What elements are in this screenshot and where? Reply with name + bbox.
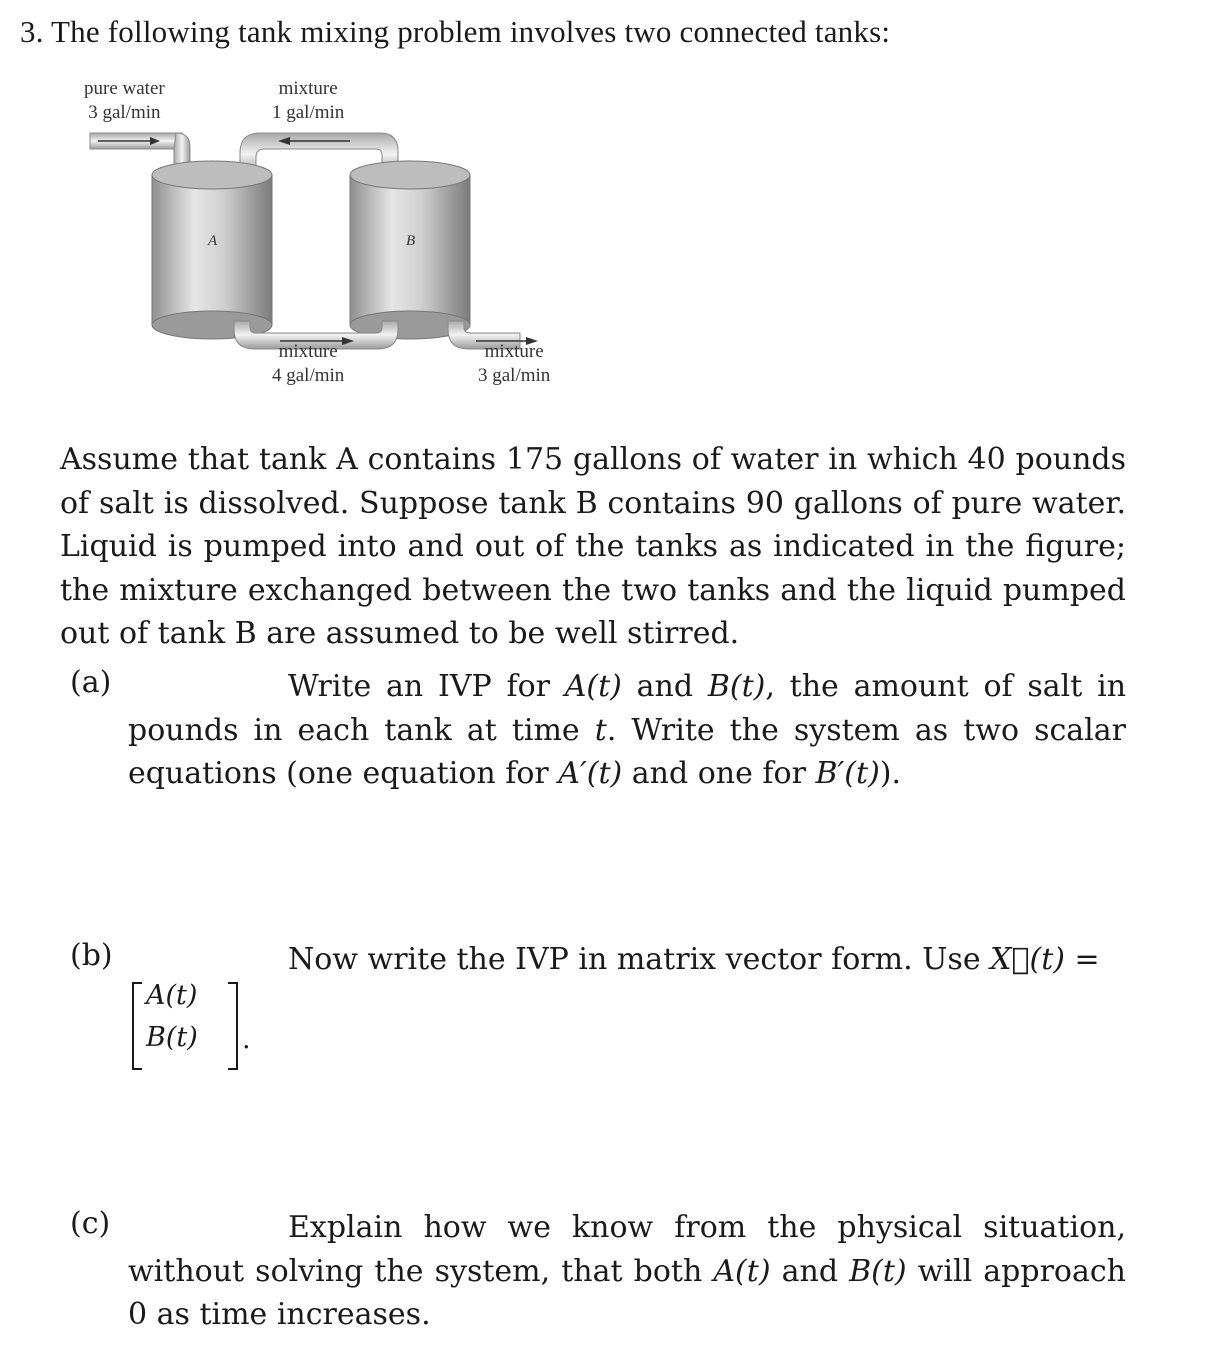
part-b-text: Now write the IVP in matrix vector form. Use X⃗(t) = (288, 942, 1100, 977)
state-vector-matrix (132, 978, 251, 1068)
tank-a (152, 161, 272, 339)
part-c-text: Explain how we know from the physical situation, without solving the system, that both A(t) and B(t) will approach 0 as time increases. (128, 1210, 1126, 1332)
matrix-right-bracket (228, 982, 238, 1070)
matrix-entry-a: A(t) (146, 980, 198, 1011)
part-a-text: Write an IVP for A(t) and B(t), the amount of salt in pounds in each tank at time t. Write the system as two scalar equations (one equation for A′(t) and one for B′(t)). (128, 669, 1127, 791)
tank-b-label: B (406, 233, 416, 249)
intro-paragraph: Assume that tank A contains 175 gallons of water in which 40 pounds of salt is dissolved. Suppose tank B contains 90 gallons of pure water. Liquid is pumped into and out of the tanks as indicated in the figure; the mixture exchanged between the two tanks and the liquid pumped out of tank B are assumed to be well stirred. (60, 442, 1126, 651)
part-c-letter: (c) (70, 1206, 111, 1241)
bottom-mixture-label: mixture 4 gal/min (272, 341, 345, 386)
matrix-entry-b: B(t) (146, 1022, 198, 1053)
top-mixture-label: mixture 1 gal/min (272, 78, 345, 123)
part-a-letter: (a) (70, 665, 112, 700)
part-b-letter: (b) (70, 938, 113, 973)
matrix-left-bracket (132, 982, 142, 1070)
matrix-end-punct: . (242, 1024, 251, 1055)
tank-a-label: A (208, 233, 218, 249)
tank-diagram (80, 75, 590, 395)
tank-b (350, 161, 470, 339)
pure-water-label: pure water 3 gal/min (84, 78, 165, 123)
outflow-mixture-label: mixture 3 gal/min (478, 341, 551, 386)
problem-heading: 3. The following tank mixing problem involves two connected tanks: (20, 14, 891, 49)
